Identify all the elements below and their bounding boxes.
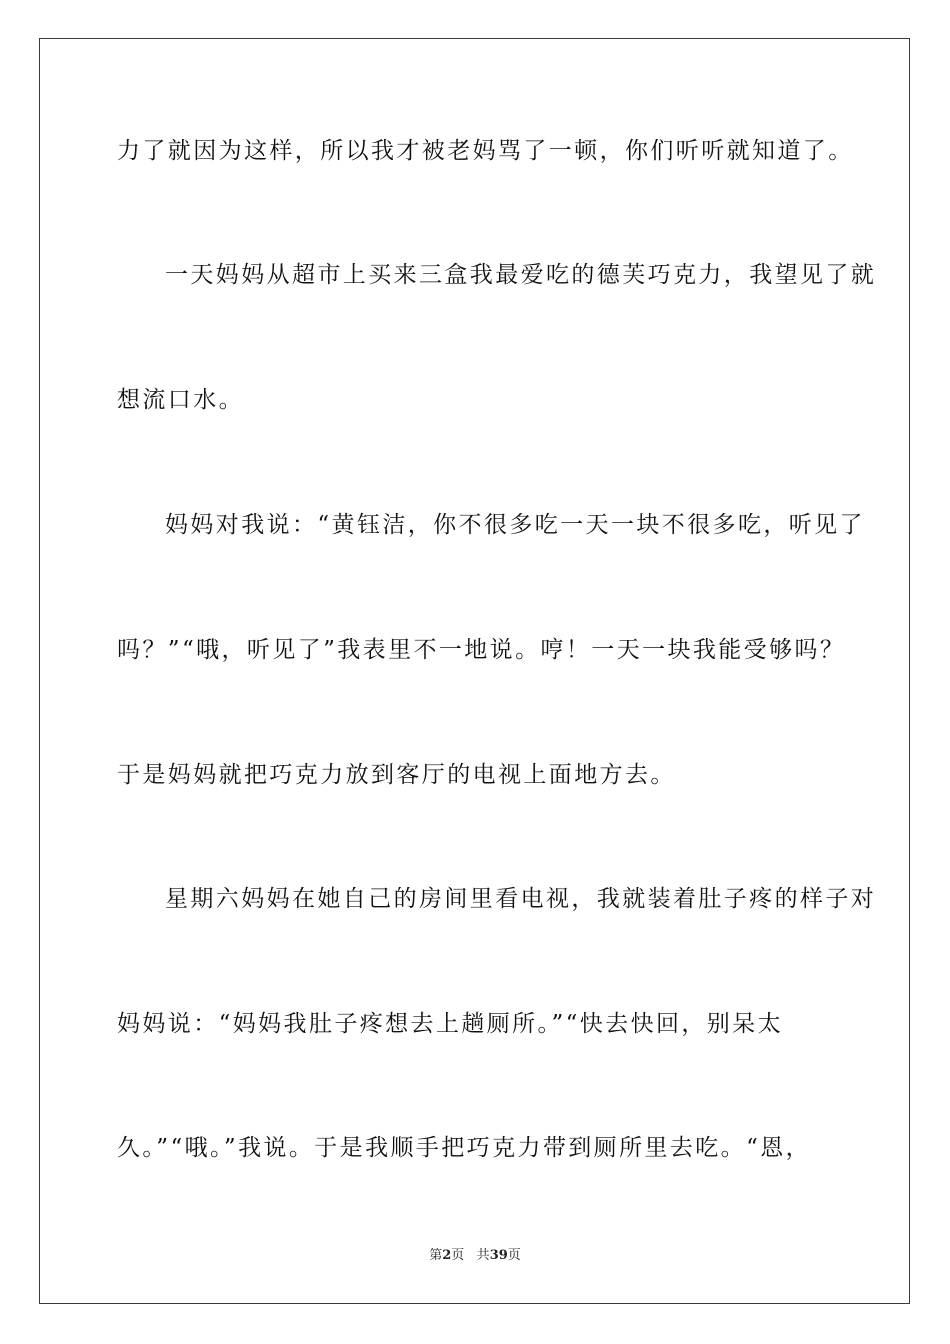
footer-page-prefix: 第: [429, 1248, 443, 1263]
page-footer: [0, 1247, 950, 1265]
footer-page-number: 2: [442, 1248, 452, 1263]
page-border: [39, 38, 910, 1304]
body-line-8: 妈妈说：“妈妈我肚子疼想去上趟厕所。”“快去快回，别呆太: [117, 1011, 783, 1037]
body-line-2: 一天妈妈从超市上买来三盒我最爱吃的德芙巧克力，我望见了就: [165, 262, 877, 288]
body-line-4: 妈妈对我说：“黄钰洁，你不很多吃一天一块不很多吃，听见了: [165, 512, 865, 538]
body-line-6: 于是妈妈就把巧克力放到客厅的电视上面地方去。: [117, 762, 676, 788]
body-line-7: 星期六妈妈在她自己的房间里看电视，我就装着肚子疼的样子对: [165, 886, 877, 912]
body-line-1: 力了就因为这样，所以我才被老妈骂了一顿，你们听听就知道了。: [117, 138, 854, 164]
footer-total-suffix: 页: [507, 1248, 521, 1263]
body-line-3: 想流口水。: [117, 387, 244, 413]
footer-total-prefix: 共: [476, 1248, 490, 1263]
body-line-5: 吗？”“哦，听见了”我表里不一地说。哼！一天一块我能受够吗？: [117, 637, 846, 663]
footer-page-suffix: 页: [451, 1248, 465, 1263]
body-line-9: 久。”“哦。”我说。于是我顺手把巧克力带到厕所里去吃。“恩，: [117, 1135, 812, 1161]
footer-total-pages: 39: [489, 1248, 508, 1263]
